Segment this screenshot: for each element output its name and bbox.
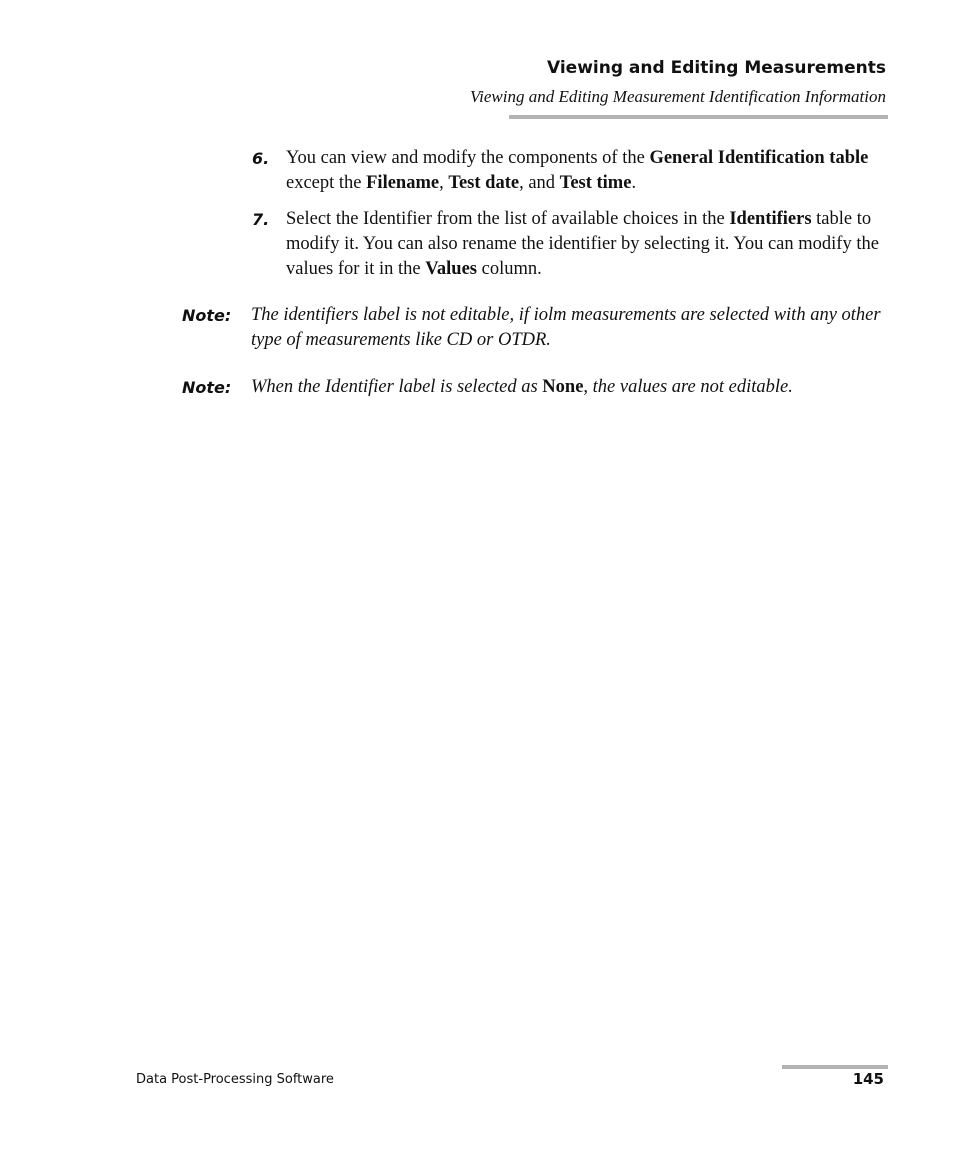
footer-divider [782, 1065, 888, 1069]
note-identifiers-label [182, 303, 888, 353]
step-number: 7. [252, 210, 270, 229]
note-identifier-none [182, 375, 888, 400]
step-text: You can view and modify the components of the General Identification table except the Filename, Test date, and Test time. [286, 148, 869, 193]
page-number: 145 [852, 1070, 884, 1088]
note-label: Note: [182, 378, 232, 397]
note-text: When the Identifier label is selected as None, the values are not editable. [251, 377, 793, 397]
header-title: Viewing and Editing Measurements [547, 58, 886, 78]
footer-document-name: Data Post-Processing Software [136, 1072, 334, 1087]
note-text: The identifiers label is not editable, if iolm measurements are selected with any other type of measurements like CD or OTDR. [251, 305, 881, 350]
header-subtitle: Viewing and Editing Measurement Identification Information [470, 87, 886, 106]
step-7 [252, 207, 888, 282]
step-number: 6. [252, 149, 270, 168]
step-text: Select the Identifier from the list of available choices in the Identifiers table to modify it. You can also rename the identifier by selecting it. You can modify the values for it in the Values column. [286, 209, 879, 279]
step-6 [252, 146, 888, 196]
header-divider [509, 115, 888, 119]
note-label: Note: [182, 306, 232, 325]
